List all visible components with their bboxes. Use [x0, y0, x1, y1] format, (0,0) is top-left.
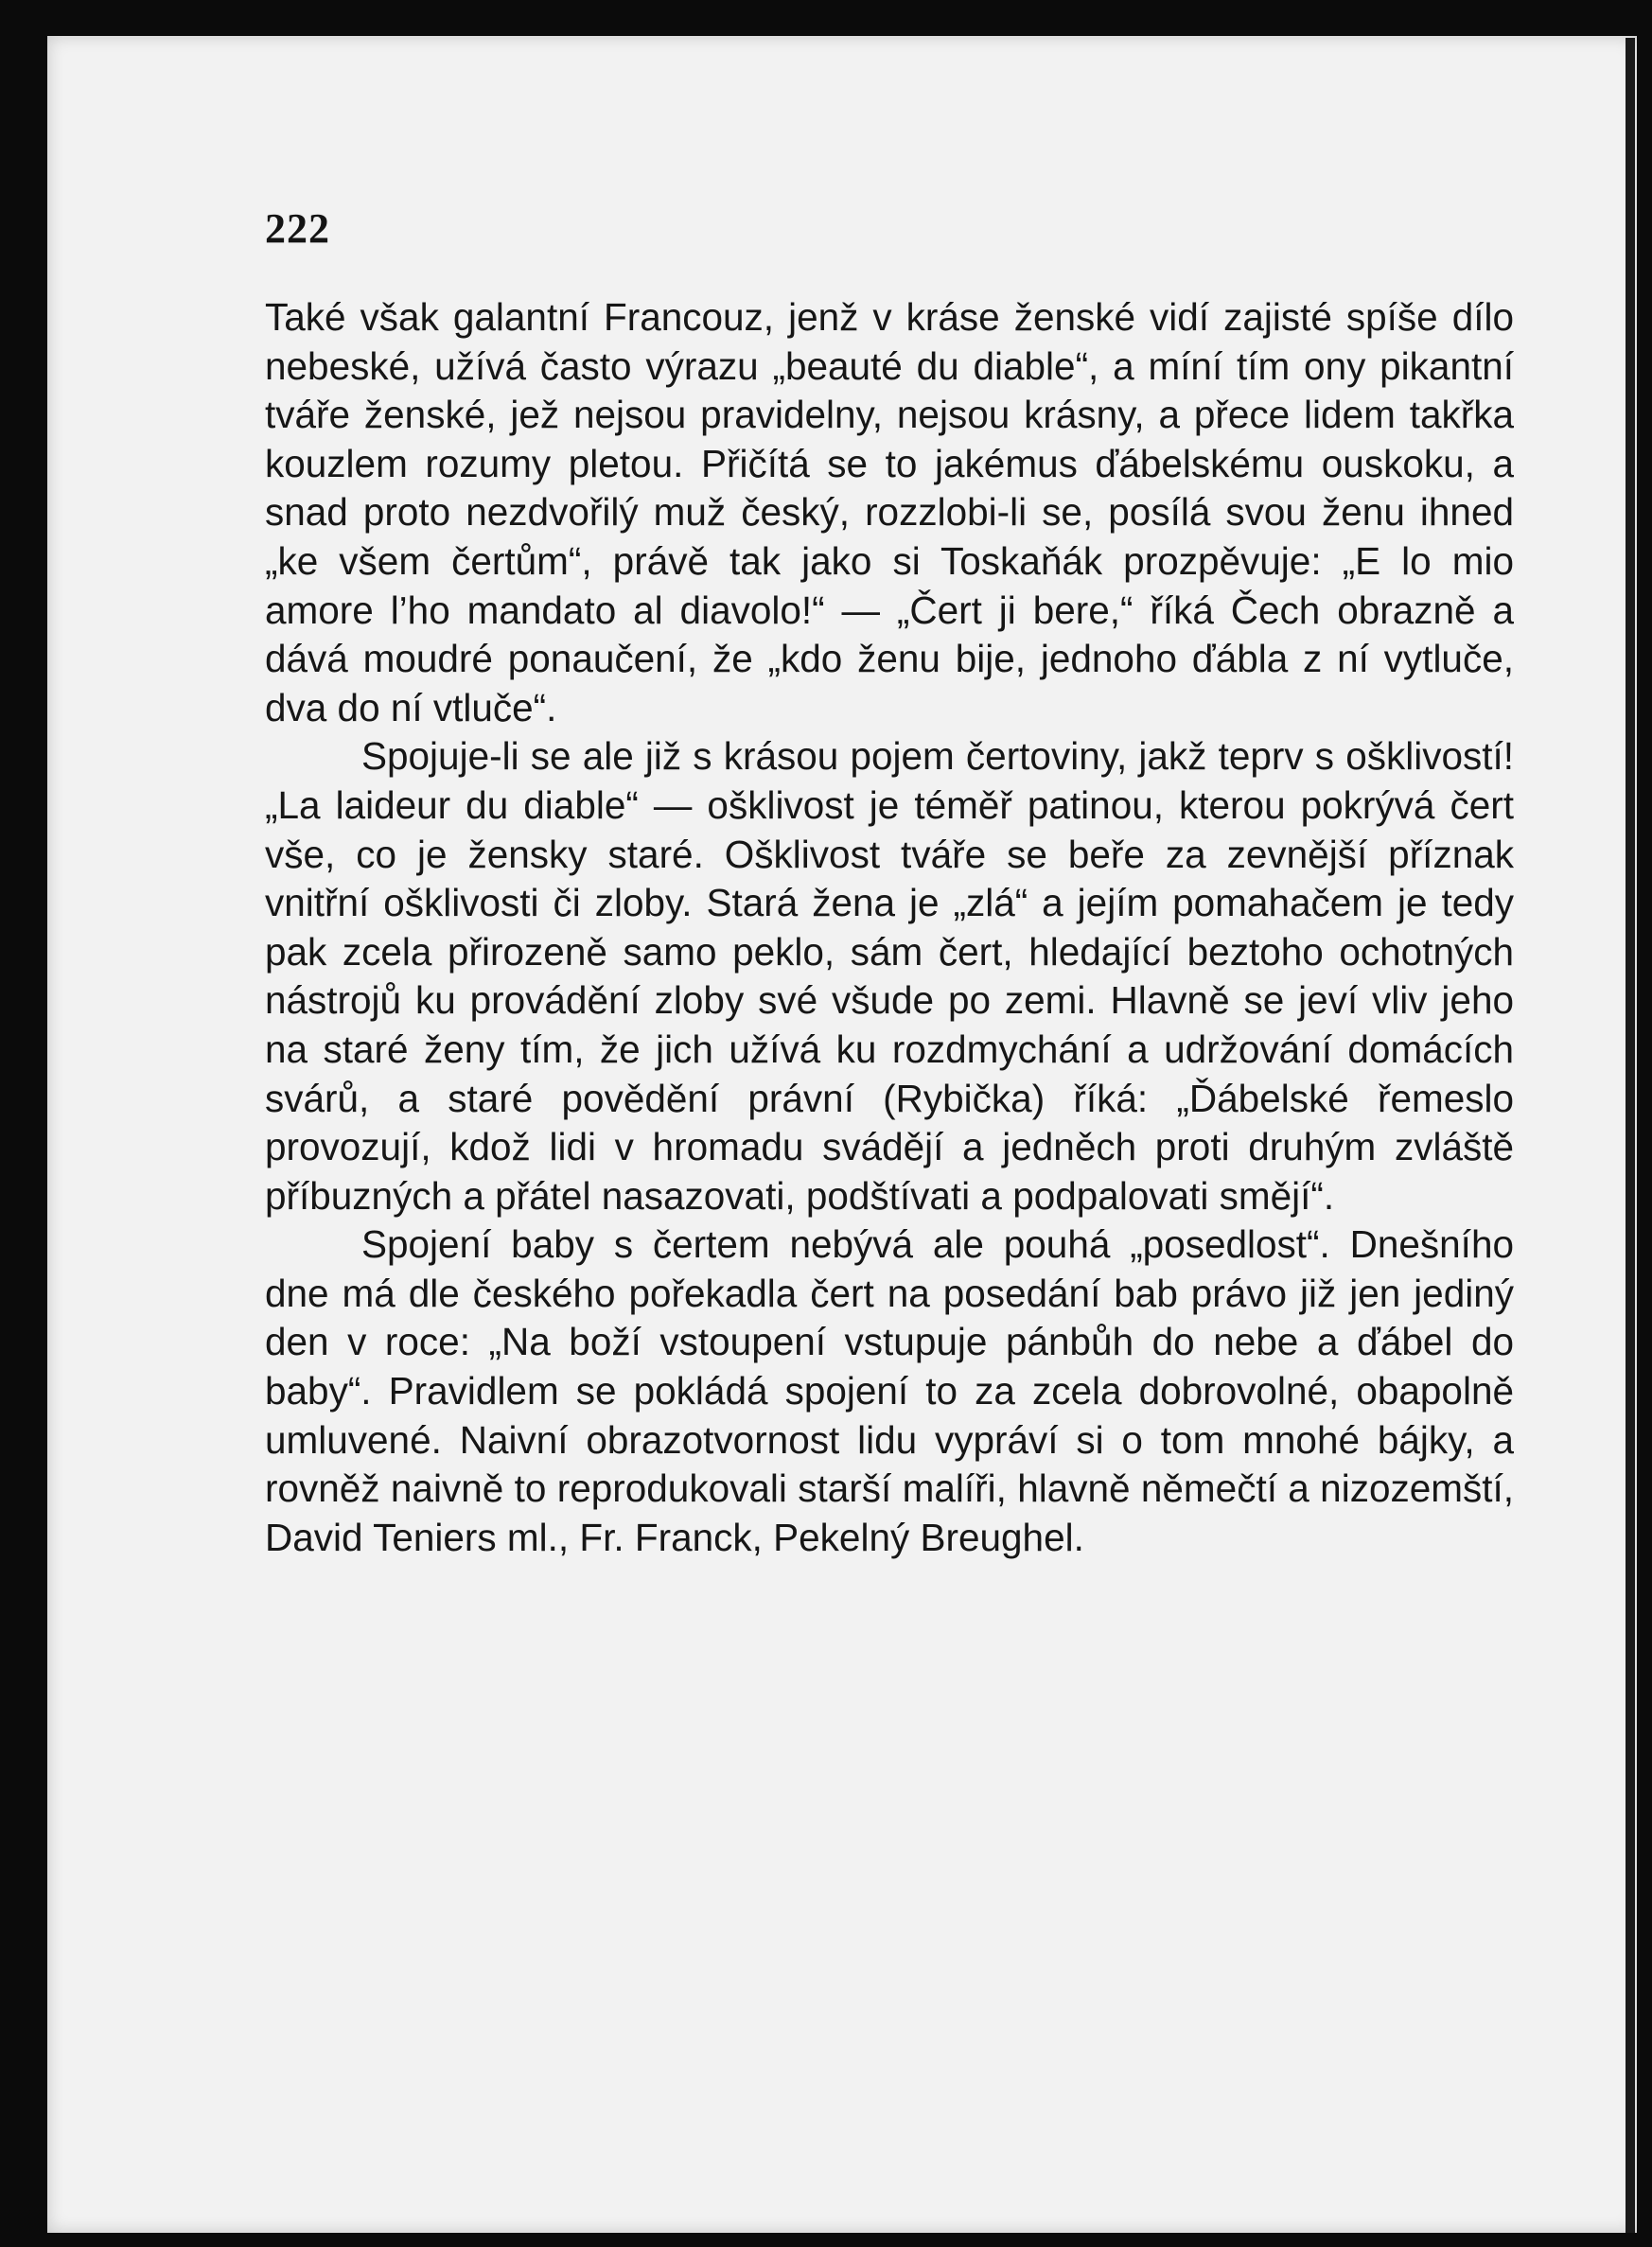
page-edge-shadow	[1626, 38, 1635, 2233]
page-number: 222	[265, 205, 330, 252]
paragraph-1: Také však galantní Francouz, jenž v kráse ženské vidí zajisté spíše dílo nebeské, užívá často výrazu „beauté du diable“, a míní tím ony pikantní tváře ženské, jež nejsou pravidelny, nejsou krásny, a přece lidem takřka kouzlem rozumy pletou. Přičítá se to jakémus ďábelskému ouskoku, a snad proto nezdvořilý muž český, rozzlobi-li se, posílá svou ženu ihned „ke všem čertům“, právě tak jako si Toskaňák prozpěvuje: „E lo mio amore l’ho mandato al diavolo!“ — „Čert ji bere,“ říká Čech obrazně a dává moudré ponaučení, že „kdo ženu bije, jednoho ďábla z ní vytluče, dva do ní vtluče“.	[265, 295, 1514, 729]
page-text	[265, 293, 1514, 1562]
paragraph-2: Spojuje-li se ale již s krásou pojem čertoviny, jakž teprv s ošklivostí! „La laideur du diable“ — ošklivost je téměř patinou, kterou pokrývá čert vše, co je žensky staré. Ošklivost tváře se beře za zevnější příznak vnitřní ošklivosti či zloby. Stará žena je „zlá“ a jejím pomahačem je tedy pak zcela přirozeně samo peklo, sám čert, hledající beztoho ochotných nástrojů ku provádění zloby své všude po zemi. Hlavně se jeví vliv jeho na staré ženy tím, že jich užívá ku rozdmychání a udržování domácích svárů, a staré povědění právní (Rybička) říká: „Ďábelské řemeslo provozují, kdož lidi v hromadu svádějí a jedněch proti druhým zvláště příbuzných a přátel nasazovati, podštívati a podpalovati smějí“.	[265, 734, 1514, 1218]
paragraph-3: Spojení baby s čertem nebývá ale pouhá „posedlost“. Dnešního dne má dle českého pořekadla čert na posedání bab právo již jen jediný den v roce: „Na boží vstoupení vstupuje pánbůh do nebe a ďábel do baby“. Pravidlem se pokládá spojení to za zcela dobrovolné, obapolně umluvené. Naivní obrazotvornost lidu vypráví si o tom mnohé bájky, a rovněž naivně to reprodukovali starší malíři, hlavně němečtí a nizozemští, David Teniers ml., Fr. Franck, Pekelný Breughel.	[265, 1222, 1514, 1559]
